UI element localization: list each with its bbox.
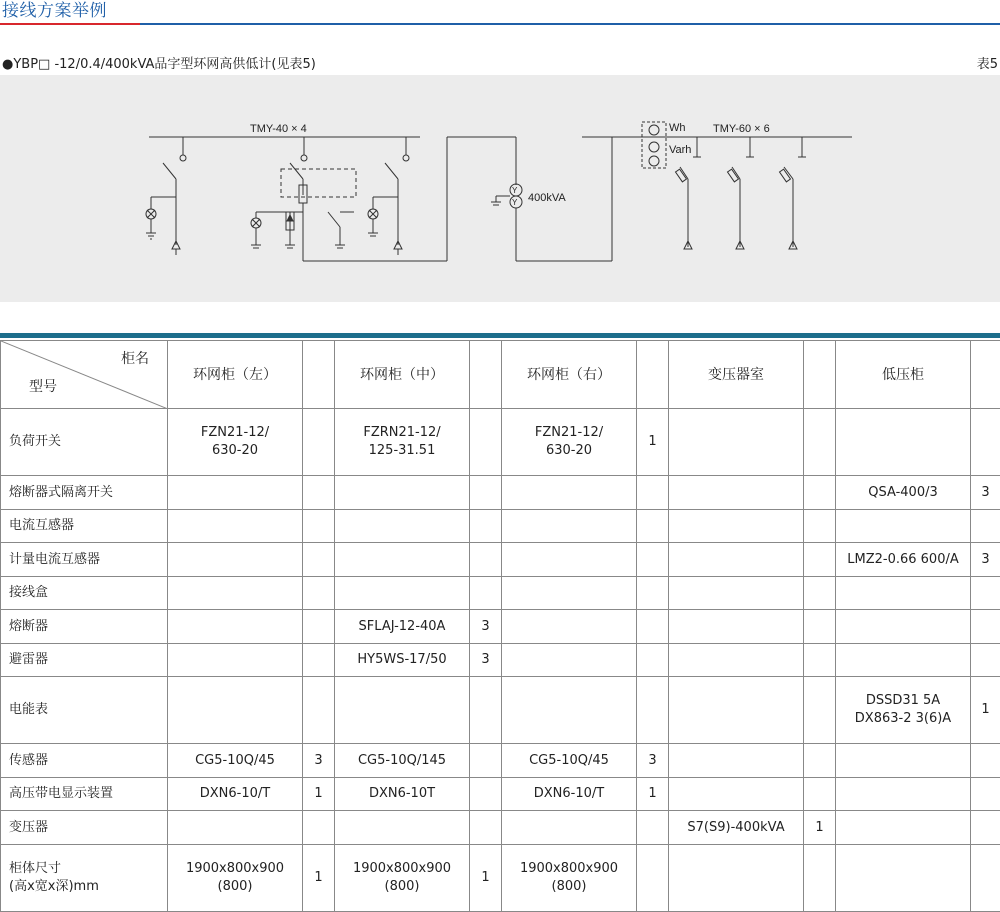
model-cell: FZN21-12/ 630-20 — [502, 409, 637, 476]
quantity-cell — [637, 543, 669, 577]
model-cell: QSA-400/3 — [836, 476, 971, 510]
model-cell: LMZ2-0.66 600/A — [836, 543, 971, 577]
quantity-cell — [804, 577, 836, 610]
model-cell — [836, 409, 971, 476]
model-cell — [669, 610, 804, 644]
quantity-cell — [971, 510, 1000, 543]
quantity-cell — [303, 543, 335, 577]
section-title: 接线方案举例 — [2, 1, 107, 21]
quantity-cell — [804, 409, 836, 476]
model-cell — [168, 510, 303, 543]
model-cell — [669, 577, 804, 610]
quantity-cell — [971, 409, 1000, 476]
quantity-cell: 1 — [971, 677, 1000, 744]
quantity-cell: 3 — [637, 744, 669, 778]
row-name: 高压带电显示装置 — [1, 778, 168, 811]
quantity-cell — [637, 677, 669, 744]
quantity-cell: 1 — [804, 811, 836, 845]
model-cell — [836, 778, 971, 811]
quantity-cell: 3 — [303, 744, 335, 778]
model-cell: FZRN21-12/ 125-31.51 — [335, 409, 470, 476]
table-row — [1, 778, 1000, 811]
quantity-cell — [470, 744, 502, 778]
quantity-cell — [470, 543, 502, 577]
model-cell — [168, 644, 303, 677]
bus-left-label: TMY-40 × 4 — [250, 123, 307, 135]
quantity-cell — [971, 744, 1000, 778]
table-row — [1, 744, 1000, 778]
quantity-cell — [804, 778, 836, 811]
svg-text:Y: Y — [512, 198, 518, 207]
spec-table — [0, 340, 1000, 912]
model-cell — [836, 510, 971, 543]
model-cell: CG5-10Q/45 — [502, 744, 637, 778]
meter-box — [642, 122, 666, 168]
column-header: 环网柜（右） — [502, 341, 637, 409]
quantity-cell — [637, 610, 669, 644]
model-cell — [836, 811, 971, 845]
model-cell — [168, 811, 303, 845]
quantity-cell — [971, 644, 1000, 677]
column-header: 环网柜（中） — [335, 341, 470, 409]
model-cell: CG5-10Q/45 — [168, 744, 303, 778]
model-cell — [669, 510, 804, 543]
bus-right-label: TMY-60 × 6 — [713, 123, 770, 135]
model-cell — [502, 476, 637, 510]
quantity-cell: 1 — [470, 845, 502, 912]
quantity-cell — [804, 644, 836, 677]
quantity-cell: 3 — [971, 476, 1000, 510]
quantity-cell — [804, 744, 836, 778]
table-caption: ●YBP□ -12/0.4/400kVA品字型环网高供低计(见表5) — [2, 57, 316, 72]
model-cell — [502, 543, 637, 577]
model-cell — [335, 811, 470, 845]
quantity-cell — [303, 610, 335, 644]
model-cell: 1900x800x900 (800) — [502, 845, 637, 912]
table-row — [1, 845, 1000, 912]
model-cell: S7(S9)-400kVA — [669, 811, 804, 845]
row-name: 负荷开关 — [1, 409, 168, 476]
quantity-cell — [637, 476, 669, 510]
quantity-cell — [637, 845, 669, 912]
quantity-cell — [971, 845, 1000, 912]
model-cell — [836, 577, 971, 610]
model-cell — [669, 543, 804, 577]
model-cell — [836, 644, 971, 677]
table-number: 表5 — [976, 57, 998, 72]
row-name: 传感器 — [1, 744, 168, 778]
model-cell: HY5WS-17/50 — [335, 644, 470, 677]
quantity-cell: 3 — [470, 644, 502, 677]
model-cell — [168, 577, 303, 610]
model-cell — [836, 845, 971, 912]
table-row — [1, 644, 1000, 677]
quantity-cell — [804, 476, 836, 510]
table-row — [1, 409, 1000, 476]
meter-wh: Wh — [669, 122, 686, 134]
quantity-cell — [637, 811, 669, 845]
column-header: 变压器室 — [669, 341, 804, 409]
quantity-cell — [804, 543, 836, 577]
model-cell — [502, 644, 637, 677]
model-cell: FZN21-12/ 630-20 — [168, 409, 303, 476]
quantity-cell — [971, 610, 1000, 644]
model-cell — [669, 744, 804, 778]
row-name: 熔断器 — [1, 610, 168, 644]
quantity-cell — [470, 510, 502, 543]
model-cell — [836, 610, 971, 644]
row-name: 接线盒 — [1, 577, 168, 610]
model-cell — [836, 744, 971, 778]
quantity-cell — [804, 845, 836, 912]
model-cell: SFLAJ-12-40A — [335, 610, 470, 644]
quantity-cell — [470, 476, 502, 510]
row-name: 计量电流互感器 — [1, 543, 168, 577]
row-name: 柜体尺寸 (高x宽x深)mm — [1, 845, 168, 912]
model-cell — [502, 677, 637, 744]
corner-row-label: 型号 — [29, 379, 57, 395]
quantity-cell — [470, 677, 502, 744]
quantity-cell: 3 — [470, 610, 502, 644]
column-header: 环网柜（左） — [168, 341, 303, 409]
model-cell — [669, 476, 804, 510]
quantity-cell — [804, 510, 836, 543]
title-rule — [0, 23, 1000, 25]
quantity-cell — [303, 677, 335, 744]
wiring-diagram-svg — [0, 75, 1000, 302]
quantity-cell: 1 — [637, 778, 669, 811]
model-cell: DXN6-10T — [335, 778, 470, 811]
svg-text:Y: Y — [512, 186, 518, 195]
quantity-cell: 1 — [303, 778, 335, 811]
table-row — [1, 476, 1000, 510]
quantity-cell — [804, 610, 836, 644]
quantity-cell: 1 — [303, 845, 335, 912]
model-cell — [335, 543, 470, 577]
model-cell — [168, 476, 303, 510]
model-cell — [502, 610, 637, 644]
model-cell: 1900x800x900 (800) — [168, 845, 303, 912]
model-cell — [502, 510, 637, 543]
wiring-diagram — [0, 75, 1000, 302]
quantity-cell — [971, 811, 1000, 845]
model-cell — [669, 677, 804, 744]
model-cell — [669, 644, 804, 677]
fuse-box — [281, 169, 356, 197]
meter-varh: Varh — [669, 144, 692, 156]
model-cell — [669, 409, 804, 476]
model-cell: DSSD31 5A DX863-2 3(6)A — [836, 677, 971, 744]
table-top-bar — [0, 333, 1000, 338]
table-row — [1, 510, 1000, 543]
quantity-cell — [637, 644, 669, 677]
model-cell — [669, 778, 804, 811]
quantity-cell — [637, 577, 669, 610]
model-cell — [168, 610, 303, 644]
model-cell: DXN6-10/T — [168, 778, 303, 811]
model-cell — [669, 845, 804, 912]
table-row — [1, 610, 1000, 644]
model-cell — [168, 677, 303, 744]
corner-col-label: 柜名 — [121, 351, 149, 367]
quantity-cell — [303, 811, 335, 845]
model-cell: DXN6-10/T — [502, 778, 637, 811]
model-cell — [335, 577, 470, 610]
quantity-cell — [470, 778, 502, 811]
header-corner — [1, 341, 168, 409]
model-cell: CG5-10Q/145 — [335, 744, 470, 778]
row-name: 电流互感器 — [1, 510, 168, 543]
row-name: 熔断器式隔离开关 — [1, 476, 168, 510]
model-cell — [502, 811, 637, 845]
quantity-cell — [971, 778, 1000, 811]
quantity-cell — [303, 577, 335, 610]
model-cell — [335, 510, 470, 543]
model-cell — [502, 577, 637, 610]
table-row — [1, 677, 1000, 744]
quantity-cell: 3 — [971, 543, 1000, 577]
quantity-cell — [303, 644, 335, 677]
quantity-cell — [303, 510, 335, 543]
quantity-cell — [470, 811, 502, 845]
quantity-cell — [303, 476, 335, 510]
quantity-cell — [637, 510, 669, 543]
model-cell — [168, 543, 303, 577]
model-cell — [335, 476, 470, 510]
model-cell: 1900x800x900 (800) — [335, 845, 470, 912]
row-name: 避雷器 — [1, 644, 168, 677]
quantity-cell — [971, 577, 1000, 610]
table-row — [1, 811, 1000, 845]
quantity-cell — [303, 409, 335, 476]
quantity-cell — [470, 577, 502, 610]
row-name: 电能表 — [1, 677, 168, 744]
spec-table-body — [1, 409, 1000, 912]
column-header: 低压柜 — [836, 341, 971, 409]
table-row — [1, 543, 1000, 577]
table-row — [1, 577, 1000, 610]
row-name: 变压器 — [1, 811, 168, 845]
quantity-cell — [804, 677, 836, 744]
quantity-cell — [470, 409, 502, 476]
quantity-cell: 1 — [637, 409, 669, 476]
model-cell — [335, 677, 470, 744]
transformer-label: 400kVA — [528, 192, 566, 204]
